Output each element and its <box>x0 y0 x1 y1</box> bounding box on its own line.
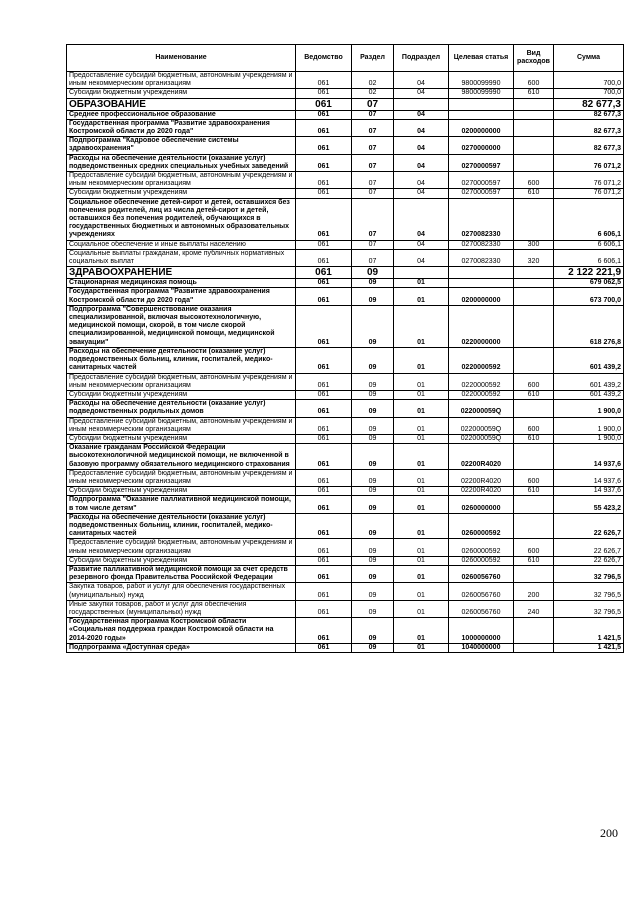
cell-target-item: 022000059Q <box>449 400 514 417</box>
table-row <box>67 347 624 373</box>
cell-expense-type: 600 <box>514 539 554 556</box>
cell-subsection: 01 <box>394 513 449 539</box>
cell-amount: 82 677,3 <box>554 119 624 136</box>
cell-expense-type <box>514 267 554 279</box>
cell-expense-type <box>514 513 554 539</box>
cell-section: 02 <box>352 72 394 89</box>
cell-amount: 700,0 <box>554 89 624 98</box>
cell-amount: 601 439,2 <box>554 390 624 399</box>
cell-expense-type: 610 <box>514 390 554 399</box>
table-row <box>67 240 624 249</box>
cell-section: 09 <box>352 267 394 279</box>
cell-department: 061 <box>296 565 352 582</box>
cell-section: 02 <box>352 89 394 98</box>
cell-name: Субсидии бюджетным учреждениям <box>67 556 296 565</box>
cell-amount: 76 071,2 <box>554 189 624 198</box>
cell-department: 061 <box>296 373 352 390</box>
cell-amount: 1 421,5 <box>554 643 624 652</box>
cell-subsection <box>394 267 449 279</box>
cell-department: 061 <box>296 390 352 399</box>
column-header-amount: Сумма <box>554 45 624 72</box>
cell-subsection: 01 <box>394 305 449 347</box>
cell-subsection: 04 <box>394 240 449 249</box>
cell-expense-type: 320 <box>514 249 554 266</box>
cell-name: Социальное обеспечение детей-сирот и детей, оставшихся без попечения родителей, лиц из числа детей-сирот и детей, оставшихся без попечения родителей, обучающихся в государственных бюджетных и автономных образовательных учреждениях <box>67 198 296 240</box>
cell-expense-type <box>514 444 554 470</box>
cell-department: 061 <box>296 72 352 89</box>
cell-department: 061 <box>296 643 352 652</box>
cell-name: Расходы на обеспечение деятельности (оказание услуг) подведомственных родильных домов <box>67 400 296 417</box>
cell-subsection: 01 <box>394 539 449 556</box>
cell-amount: 82 677,3 <box>554 98 624 110</box>
cell-expense-type: 610 <box>514 89 554 98</box>
cell-department: 061 <box>296 469 352 486</box>
cell-amount: 22 626,7 <box>554 539 624 556</box>
cell-section: 09 <box>352 513 394 539</box>
cell-expense-type <box>514 98 554 110</box>
cell-department: 061 <box>296 189 352 198</box>
cell-name: Субсидии бюджетным учреждениям <box>67 390 296 399</box>
cell-expense-type <box>514 198 554 240</box>
cell-name: Предоставление субсидий бюджетным, автономным учреждениям и иным некоммерческим организациям <box>67 373 296 390</box>
cell-section: 09 <box>352 600 394 617</box>
cell-section: 09 <box>352 469 394 486</box>
cell-expense-type <box>514 154 554 171</box>
cell-name: Среднее профессиональное образование <box>67 110 296 119</box>
cell-amount: 601 439,2 <box>554 347 624 373</box>
cell-target-item: 0260056760 <box>449 600 514 617</box>
cell-target-item: 0270000597 <box>449 172 514 189</box>
cell-subsection: 01 <box>394 373 449 390</box>
table-row <box>67 249 624 266</box>
cell-subsection: 04 <box>394 89 449 98</box>
cell-expense-type <box>514 110 554 119</box>
cell-expense-type <box>514 305 554 347</box>
cell-subsection: 01 <box>394 400 449 417</box>
table-row <box>67 417 624 434</box>
cell-expense-type: 600 <box>514 72 554 89</box>
cell-department: 061 <box>296 98 352 110</box>
column-header-expense-type: Вид расходов <box>514 45 554 72</box>
cell-target-item: 0260000592 <box>449 539 514 556</box>
cell-section: 09 <box>352 496 394 513</box>
cell-subsection: 04 <box>394 110 449 119</box>
cell-name: Предоставление субсидий бюджетным, автономным учреждениям и иным некоммерческим организациям <box>67 72 296 89</box>
cell-target-item: 1000000000 <box>449 618 514 644</box>
cell-amount: 679 062,5 <box>554 279 624 288</box>
cell-target-item: 0260056760 <box>449 565 514 582</box>
table-row <box>67 618 624 644</box>
cell-subsection: 01 <box>394 600 449 617</box>
cell-expense-type <box>514 279 554 288</box>
cell-name: Закупка товаров, работ и услуг для обеспечения государственных (муниципальных) нужд <box>67 583 296 600</box>
cell-name: Оказание гражданам Российской Федерации высокотехнологичной медицинской помощи, не включенной в базовую программу обязательного медицинского страхования <box>67 444 296 470</box>
table-row <box>67 98 624 110</box>
cell-section: 09 <box>352 288 394 305</box>
table-row <box>67 434 624 443</box>
cell-subsection: 01 <box>394 487 449 496</box>
cell-amount: 1 421,5 <box>554 618 624 644</box>
cell-section: 07 <box>352 198 394 240</box>
cell-department: 061 <box>296 434 352 443</box>
cell-target-item: 0260000592 <box>449 556 514 565</box>
cell-section: 07 <box>352 137 394 154</box>
cell-target-item: 0220000592 <box>449 373 514 390</box>
cell-amount: 82 677,3 <box>554 110 624 119</box>
cell-target-item: 0200000000 <box>449 119 514 136</box>
cell-amount: 82 677,3 <box>554 137 624 154</box>
cell-subsection: 01 <box>394 565 449 582</box>
cell-subsection: 04 <box>394 249 449 266</box>
column-header-subsection: Подраздел <box>394 45 449 72</box>
cell-amount: 22 626,7 <box>554 513 624 539</box>
cell-expense-type: 600 <box>514 417 554 434</box>
cell-target-item: 1040000000 <box>449 643 514 652</box>
cell-expense-type: 240 <box>514 600 554 617</box>
cell-amount: 700,0 <box>554 72 624 89</box>
cell-department: 061 <box>296 198 352 240</box>
cell-section: 09 <box>352 417 394 434</box>
cell-target-item: 0270000597 <box>449 189 514 198</box>
cell-department: 061 <box>296 347 352 373</box>
cell-target-item: 0260000000 <box>449 496 514 513</box>
cell-section: 09 <box>352 618 394 644</box>
column-header-department: Ведомство <box>296 45 352 72</box>
cell-expense-type: 600 <box>514 172 554 189</box>
cell-section: 09 <box>352 373 394 390</box>
table-row <box>67 469 624 486</box>
cell-name: ЗДРАВООХРАНЕНИЕ <box>67 267 296 279</box>
cell-subsection: 01 <box>394 434 449 443</box>
cell-expense-type <box>514 496 554 513</box>
cell-subsection: 04 <box>394 72 449 89</box>
table-row <box>67 154 624 171</box>
cell-subsection: 01 <box>394 279 449 288</box>
cell-target-item: 022000059Q <box>449 434 514 443</box>
cell-expense-type: 300 <box>514 240 554 249</box>
table-row <box>67 600 624 617</box>
cell-name: Субсидии бюджетным учреждениям <box>67 189 296 198</box>
cell-department: 061 <box>296 400 352 417</box>
cell-subsection: 01 <box>394 417 449 434</box>
cell-name: Социальное обеспечение и иные выплаты населению <box>67 240 296 249</box>
cell-subsection: 01 <box>394 347 449 373</box>
cell-target-item <box>449 98 514 110</box>
cell-expense-type <box>514 347 554 373</box>
cell-name: Предоставление субсидий бюджетным, автономным учреждениям и иным некоммерческим организациям <box>67 172 296 189</box>
cell-name: Расходы на обеспечение деятельности (оказание услуг) подведомственных больниц, клиник, госпиталей, медико-санитарных частей <box>67 513 296 539</box>
cell-expense-type: 610 <box>514 434 554 443</box>
cell-department: 061 <box>296 417 352 434</box>
cell-target-item: 0220000592 <box>449 347 514 373</box>
cell-section: 09 <box>352 487 394 496</box>
cell-name: Подпрограмма "Кадровое обеспечение системы здравоохранения" <box>67 137 296 154</box>
budget-table <box>66 44 624 653</box>
table-row <box>67 513 624 539</box>
cell-target-item: 022000059Q <box>449 417 514 434</box>
cell-amount: 6 606,1 <box>554 198 624 240</box>
cell-target-item: 9800099990 <box>449 89 514 98</box>
table-row <box>67 110 624 119</box>
cell-target-item: 0270082330 <box>449 240 514 249</box>
cell-target-item: 02200R4020 <box>449 487 514 496</box>
cell-department: 061 <box>296 89 352 98</box>
cell-section: 09 <box>352 279 394 288</box>
table-row <box>67 583 624 600</box>
cell-target-item: 02200R4020 <box>449 469 514 486</box>
cell-section: 07 <box>352 110 394 119</box>
cell-subsection: 04 <box>394 172 449 189</box>
cell-department: 061 <box>296 444 352 470</box>
table-row <box>67 288 624 305</box>
cell-subsection: 01 <box>394 556 449 565</box>
table-row <box>67 189 624 198</box>
table-row <box>67 643 624 652</box>
cell-section: 07 <box>352 249 394 266</box>
cell-name: Расходы на обеспечение деятельности (оказание услуг) подведомственных средних специальных учебных заведений <box>67 154 296 171</box>
cell-subsection: 01 <box>394 469 449 486</box>
cell-target-item: 0220000000 <box>449 305 514 347</box>
cell-section: 09 <box>352 390 394 399</box>
cell-department: 061 <box>296 249 352 266</box>
cell-expense-type: 200 <box>514 583 554 600</box>
table-row <box>67 267 624 279</box>
cell-department: 061 <box>296 305 352 347</box>
cell-department: 061 <box>296 267 352 279</box>
cell-target-item: 0260000592 <box>449 513 514 539</box>
cell-expense-type <box>514 119 554 136</box>
cell-target-item: 0200000000 <box>449 288 514 305</box>
table-row <box>67 390 624 399</box>
cell-subsection: 04 <box>394 119 449 136</box>
cell-target-item: 02200R4020 <box>449 444 514 470</box>
cell-amount: 601 439,2 <box>554 373 624 390</box>
cell-amount: 32 796,5 <box>554 583 624 600</box>
column-header-name: Наименование <box>67 45 296 72</box>
cell-target-item: 0270000000 <box>449 137 514 154</box>
cell-amount: 14 937,6 <box>554 444 624 470</box>
table-row <box>67 487 624 496</box>
cell-name: Иные закупки товаров, работ и услуг для обеспечения государственных (муниципальных) нужд <box>67 600 296 617</box>
cell-section: 09 <box>352 556 394 565</box>
cell-department: 061 <box>296 556 352 565</box>
cell-name: Стационарная медицинская помощь <box>67 279 296 288</box>
table-row <box>67 137 624 154</box>
cell-section: 09 <box>352 347 394 373</box>
table-row <box>67 444 624 470</box>
table-row <box>67 279 624 288</box>
cell-expense-type <box>514 565 554 582</box>
cell-target-item: 0260056760 <box>449 583 514 600</box>
cell-expense-type: 610 <box>514 487 554 496</box>
cell-department: 061 <box>296 172 352 189</box>
cell-name: Государственная программа Костромской области «Социальная поддержка граждан Костромской области на 2014-2020 годы» <box>67 618 296 644</box>
table-row <box>67 373 624 390</box>
cell-expense-type: 600 <box>514 373 554 390</box>
cell-expense-type: 600 <box>514 469 554 486</box>
cell-amount: 32 796,5 <box>554 600 624 617</box>
cell-amount: 1 900,0 <box>554 417 624 434</box>
cell-department: 061 <box>296 618 352 644</box>
cell-section: 07 <box>352 189 394 198</box>
column-header-target-item: Целевая статья <box>449 45 514 72</box>
cell-section: 07 <box>352 154 394 171</box>
cell-name: Предоставление субсидий бюджетным, автономным учреждениям и иным некоммерческим организациям <box>67 539 296 556</box>
cell-amount: 76 071,2 <box>554 172 624 189</box>
cell-expense-type: 610 <box>514 189 554 198</box>
cell-expense-type <box>514 137 554 154</box>
cell-target-item: 0270082330 <box>449 198 514 240</box>
cell-target-item: 0220000592 <box>449 390 514 399</box>
column-header-section: Раздел <box>352 45 394 72</box>
cell-section: 09 <box>352 305 394 347</box>
cell-department: 061 <box>296 496 352 513</box>
cell-amount: 76 071,2 <box>554 154 624 171</box>
cell-subsection: 01 <box>394 496 449 513</box>
cell-department: 061 <box>296 583 352 600</box>
table-row <box>67 565 624 582</box>
cell-expense-type: 610 <box>514 556 554 565</box>
cell-target-item: 9800099990 <box>449 72 514 89</box>
cell-section: 07 <box>352 172 394 189</box>
cell-expense-type <box>514 288 554 305</box>
cell-department: 061 <box>296 487 352 496</box>
cell-subsection: 04 <box>394 154 449 171</box>
cell-name: Предоставление субсидий бюджетным, автономным учреждениям и иным некоммерческим организациям <box>67 417 296 434</box>
cell-name: Развитие паллиативной медицинской помощи за счет средств резервного фонда Правительства Российской Федерации <box>67 565 296 582</box>
cell-section: 07 <box>352 98 394 110</box>
cell-name: Расходы на обеспечение деятельности (оказание услуг) подведомственных больниц, клиник, госпиталей, медико-санитарных частей <box>67 347 296 373</box>
cell-subsection: 01 <box>394 643 449 652</box>
cell-target-item: 0270082330 <box>449 249 514 266</box>
cell-target-item <box>449 267 514 279</box>
cell-expense-type <box>514 618 554 644</box>
cell-section: 09 <box>352 643 394 652</box>
cell-department: 061 <box>296 154 352 171</box>
cell-name: Субсидии бюджетным учреждениям <box>67 434 296 443</box>
table-row <box>67 172 624 189</box>
cell-expense-type <box>514 400 554 417</box>
cell-subsection: 01 <box>394 583 449 600</box>
cell-amount: 55 423,2 <box>554 496 624 513</box>
table-row <box>67 539 624 556</box>
cell-amount: 1 900,0 <box>554 400 624 417</box>
table-row <box>67 556 624 565</box>
cell-target-item <box>449 110 514 119</box>
cell-section: 07 <box>352 240 394 249</box>
cell-department: 061 <box>296 110 352 119</box>
cell-subsection: 04 <box>394 198 449 240</box>
cell-section: 09 <box>352 400 394 417</box>
cell-subsection: 04 <box>394 137 449 154</box>
cell-target-item <box>449 279 514 288</box>
cell-amount: 32 796,5 <box>554 565 624 582</box>
table-row <box>67 72 624 89</box>
table-row <box>67 89 624 98</box>
cell-name: Социальные выплаты гражданам, кроме публичных нормативных социальных выплат <box>67 249 296 266</box>
cell-amount: 673 700,0 <box>554 288 624 305</box>
table-row <box>67 496 624 513</box>
table-row <box>67 198 624 240</box>
cell-name: ОБРАЗОВАНИЕ <box>67 98 296 110</box>
cell-name: Подпрограмма «Доступная среда» <box>67 643 296 652</box>
cell-section: 09 <box>352 539 394 556</box>
cell-subsection <box>394 98 449 110</box>
cell-target-item: 0270000597 <box>449 154 514 171</box>
cell-amount: 14 937,6 <box>554 469 624 486</box>
cell-name: Подпрограмма "Совершенствование оказания специализированной, включая высокотехнологичную, медицинской помощи, скорой, в том числе скорой специализированной, медицинской помощи, медицинской эвакуации" <box>67 305 296 347</box>
table-header-row <box>67 45 624 72</box>
cell-section: 09 <box>352 444 394 470</box>
cell-subsection: 01 <box>394 618 449 644</box>
cell-subsection: 01 <box>394 288 449 305</box>
cell-section: 09 <box>352 583 394 600</box>
cell-amount: 618 276,8 <box>554 305 624 347</box>
table-row <box>67 400 624 417</box>
table-row <box>67 305 624 347</box>
cell-department: 061 <box>296 279 352 288</box>
cell-name: Предоставление субсидий бюджетным, автономным учреждениям и иным некоммерческим организациям <box>67 469 296 486</box>
cell-amount: 22 626,7 <box>554 556 624 565</box>
cell-department: 061 <box>296 240 352 249</box>
cell-subsection: 01 <box>394 390 449 399</box>
page-number: 200 <box>600 826 618 840</box>
cell-amount: 6 606,1 <box>554 240 624 249</box>
cell-department: 061 <box>296 513 352 539</box>
cell-department: 061 <box>296 288 352 305</box>
cell-section: 09 <box>352 565 394 582</box>
cell-amount: 14 937,6 <box>554 487 624 496</box>
cell-amount: 6 606,1 <box>554 249 624 266</box>
cell-subsection: 04 <box>394 189 449 198</box>
cell-name: Субсидии бюджетным учреждениям <box>67 487 296 496</box>
cell-name: Государственная программа "Развитие здравоохранения Костромской области до 2020 года" <box>67 288 296 305</box>
cell-name: Государственная программа "Развитие здравоохранения Костромской области до 2020 года" <box>67 119 296 136</box>
cell-department: 061 <box>296 600 352 617</box>
cell-amount: 1 900,0 <box>554 434 624 443</box>
cell-department: 061 <box>296 119 352 136</box>
cell-subsection: 01 <box>394 444 449 470</box>
table-row <box>67 119 624 136</box>
cell-name: Субсидии бюджетным учреждениям <box>67 89 296 98</box>
cell-section: 07 <box>352 119 394 136</box>
cell-department: 061 <box>296 539 352 556</box>
cell-section: 09 <box>352 434 394 443</box>
cell-expense-type <box>514 643 554 652</box>
cell-name: Подпрограмма "Оказание паллиативной медицинской помощи, в том числе детям" <box>67 496 296 513</box>
cell-amount: 2 122 221,9 <box>554 267 624 279</box>
cell-department: 061 <box>296 137 352 154</box>
